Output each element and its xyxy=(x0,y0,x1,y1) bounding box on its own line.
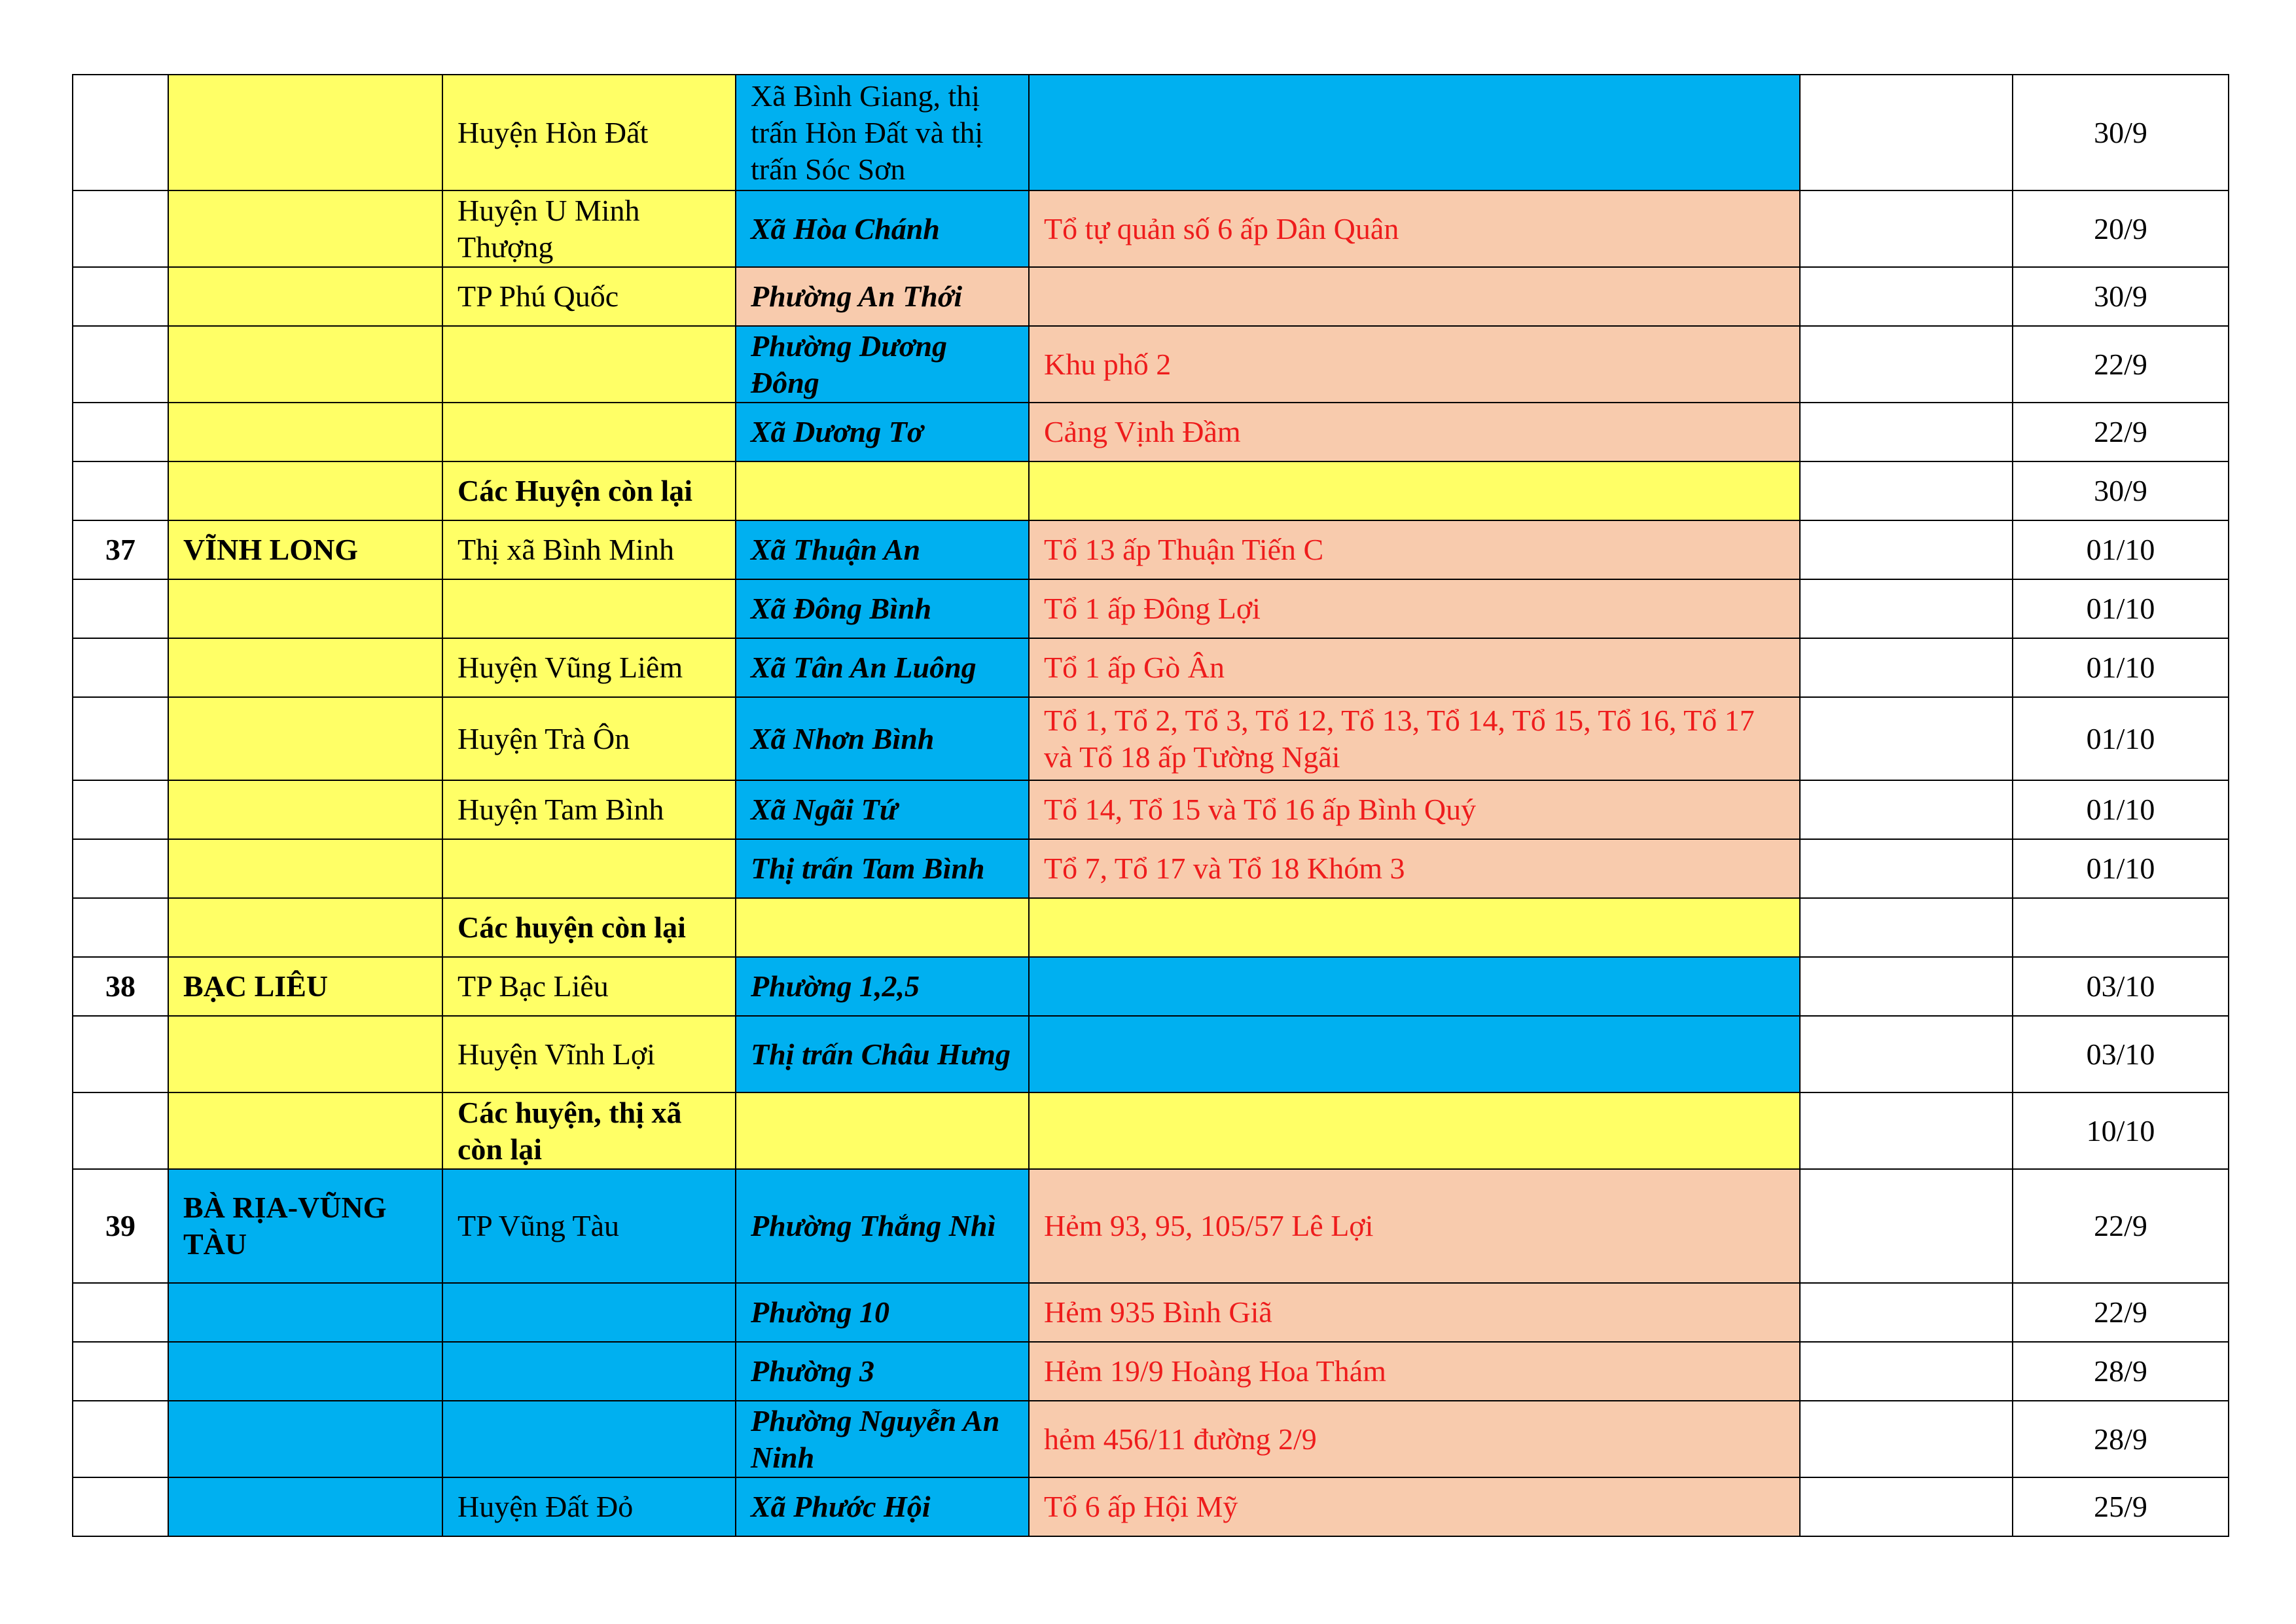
date-cell: 03/10 xyxy=(2013,1016,2229,1092)
stt-cell xyxy=(73,75,168,190)
area-cell xyxy=(1029,1016,1800,1092)
blank-cell xyxy=(1800,1283,2013,1342)
area-cell xyxy=(1029,957,1800,1016)
stt-cell xyxy=(73,638,168,697)
area-cell xyxy=(1029,461,1800,520)
date-cell: 28/9 xyxy=(2013,1342,2229,1401)
table-row xyxy=(73,267,2229,326)
ward-cell: Xã Thuận An xyxy=(736,520,1029,579)
district-cell: TP Vũng Tàu xyxy=(442,1169,736,1283)
ward-cell: Xã Phước Hội xyxy=(736,1477,1029,1536)
area-cell: Hẻm 19/9 Hoàng Hoa Thám xyxy=(1029,1342,1800,1401)
area-cell xyxy=(1029,1092,1800,1169)
ward-cell: Xã Bình Giang, thị trấn Hòn Đất và thị trấn Sóc Sơn xyxy=(736,75,1029,190)
date-cell: 01/10 xyxy=(2013,638,2229,697)
district-cell: Huyện Hòn Đất xyxy=(442,75,736,190)
date-cell: 22/9 xyxy=(2013,1283,2229,1342)
stt-cell xyxy=(73,1342,168,1401)
stt-cell xyxy=(73,1283,168,1342)
district-cell: Các Huyện còn lại xyxy=(442,461,736,520)
province-cell: BẠC LIÊU xyxy=(168,957,442,1016)
province-cell xyxy=(168,267,442,326)
ward-cell: Xã Dương Tơ xyxy=(736,403,1029,461)
stt-cell xyxy=(73,403,168,461)
table-row xyxy=(73,957,2229,1016)
district-cell xyxy=(442,326,736,403)
table-row xyxy=(73,898,2229,957)
stt-cell xyxy=(73,839,168,898)
date-cell: 28/9 xyxy=(2013,1401,2229,1477)
ward-cell: Thị trấn Châu Hưng xyxy=(736,1016,1029,1092)
blank-cell xyxy=(1800,780,2013,839)
province-cell xyxy=(168,1092,442,1169)
table-row xyxy=(73,697,2229,780)
table-row xyxy=(73,1092,2229,1169)
area-cell: Tổ 6 ấp Hội Mỹ xyxy=(1029,1477,1800,1536)
district-cell: Thị xã Bình Minh xyxy=(442,520,736,579)
area-cell: Tổ 13 ấp Thuận Tiến C xyxy=(1029,520,1800,579)
ward-cell: Phường Dương Đông xyxy=(736,326,1029,403)
area-cell: Khu phố 2 xyxy=(1029,326,1800,403)
district-cell: Huyện U Minh Thượng xyxy=(442,190,736,267)
stt-cell xyxy=(73,780,168,839)
province-cell xyxy=(168,326,442,403)
blank-cell xyxy=(1800,190,2013,267)
date-cell: 22/9 xyxy=(2013,326,2229,403)
blank-cell xyxy=(1800,1401,2013,1477)
date-cell: 20/9 xyxy=(2013,190,2229,267)
table-row xyxy=(73,461,2229,520)
table-row xyxy=(73,1283,2229,1342)
district-cell: Huyện Vĩnh Lợi xyxy=(442,1016,736,1092)
province-cell: VĨNH LONG xyxy=(168,520,442,579)
province-cell xyxy=(168,75,442,190)
blank-cell xyxy=(1800,1016,2013,1092)
blank-cell xyxy=(1800,75,2013,190)
table-row xyxy=(73,190,2229,267)
blank-cell xyxy=(1800,697,2013,780)
province-cell xyxy=(168,1283,442,1342)
date-cell: 01/10 xyxy=(2013,697,2229,780)
ward-cell: Xã Nhơn Bình xyxy=(736,697,1029,780)
stt-cell xyxy=(73,697,168,780)
ward-cell: Thị trấn Tam Bình xyxy=(736,839,1029,898)
date-cell xyxy=(2013,898,2229,957)
area-cell: Cảng Vịnh Đầm xyxy=(1029,403,1800,461)
province-cell: BÀ RỊA-VŨNG TÀU xyxy=(168,1169,442,1283)
table-row xyxy=(73,75,2229,190)
blank-cell xyxy=(1800,1169,2013,1283)
province-cell xyxy=(168,638,442,697)
stt-cell xyxy=(73,579,168,638)
ward-cell: Phường Thắng Nhì xyxy=(736,1169,1029,1283)
district-cell: TP Phú Quốc xyxy=(442,267,736,326)
province-cell xyxy=(168,780,442,839)
date-cell: 30/9 xyxy=(2013,75,2229,190)
ward-cell: Xã Đông Bình xyxy=(736,579,1029,638)
table-row xyxy=(73,1342,2229,1401)
district-cell xyxy=(442,839,736,898)
table-row xyxy=(73,1169,2229,1283)
table-row xyxy=(73,520,2229,579)
province-cell xyxy=(168,697,442,780)
province-cell xyxy=(168,898,442,957)
area-cell: Tổ 1, Tổ 2, Tổ 3, Tổ 12, Tổ 13, Tổ 14, Tổ 15, Tổ 16, Tổ 17 và Tổ 18 ấp Tường Ngãi xyxy=(1029,697,1800,780)
province-cell xyxy=(168,461,442,520)
ward-cell: Xã Ngãi Tứ xyxy=(736,780,1029,839)
table-row xyxy=(73,403,2229,461)
district-cell xyxy=(442,1401,736,1477)
district-cell: Các huyện còn lại xyxy=(442,898,736,957)
date-cell: 30/9 xyxy=(2013,267,2229,326)
date-cell: 01/10 xyxy=(2013,579,2229,638)
province-cell xyxy=(168,1401,442,1477)
ward-cell: Phường An Thới xyxy=(736,267,1029,326)
stt-cell: 38 xyxy=(73,957,168,1016)
date-cell: 22/9 xyxy=(2013,403,2229,461)
date-cell: 01/10 xyxy=(2013,839,2229,898)
blank-cell xyxy=(1800,579,2013,638)
date-cell: 10/10 xyxy=(2013,1092,2229,1169)
district-cell xyxy=(442,1283,736,1342)
ward-cell: Phường 1,2,5 xyxy=(736,957,1029,1016)
ward-cell: Phường 10 xyxy=(736,1283,1029,1342)
ward-cell xyxy=(736,1092,1029,1169)
blank-cell xyxy=(1800,461,2013,520)
ward-cell: Xã Tân An Luông xyxy=(736,638,1029,697)
stt-cell xyxy=(73,898,168,957)
blank-cell xyxy=(1800,403,2013,461)
date-cell: 01/10 xyxy=(2013,780,2229,839)
province-cell xyxy=(168,190,442,267)
blank-cell xyxy=(1800,839,2013,898)
ward-cell: Phường 3 xyxy=(736,1342,1029,1401)
district-cell: Huyện Đất Đỏ xyxy=(442,1477,736,1536)
area-cell: Tổ tự quản số 6 ấp Dân Quân xyxy=(1029,190,1800,267)
table-row xyxy=(73,839,2229,898)
district-cell xyxy=(442,403,736,461)
area-cell: Tổ 7, Tổ 17 và Tổ 18 Khóm 3 xyxy=(1029,839,1800,898)
province-cell xyxy=(168,403,442,461)
table-row xyxy=(73,1477,2229,1536)
schedule-table xyxy=(72,74,2229,1537)
date-cell: 03/10 xyxy=(2013,957,2229,1016)
date-cell: 01/10 xyxy=(2013,520,2229,579)
province-cell xyxy=(168,1016,442,1092)
area-cell: Hẻm 935 Bình Giã xyxy=(1029,1283,1800,1342)
blank-cell xyxy=(1800,1477,2013,1536)
area-cell: Hẻm 93, 95, 105/57 Lê Lợi xyxy=(1029,1169,1800,1283)
district-cell: TP Bạc Liêu xyxy=(442,957,736,1016)
table-row xyxy=(73,1401,2229,1477)
date-cell: 25/9 xyxy=(2013,1477,2229,1536)
ward-cell xyxy=(736,898,1029,957)
area-cell: hẻm 456/11 đường 2/9 xyxy=(1029,1401,1800,1477)
stt-cell: 37 xyxy=(73,520,168,579)
district-cell: Huyện Vũng Liêm xyxy=(442,638,736,697)
table-row xyxy=(73,780,2229,839)
ward-cell xyxy=(736,461,1029,520)
area-cell: Tổ 1 ấp Gò Ân xyxy=(1029,638,1800,697)
province-cell xyxy=(168,839,442,898)
stt-cell xyxy=(73,1401,168,1477)
blank-cell xyxy=(1800,1342,2013,1401)
table-row xyxy=(73,579,2229,638)
stt-cell xyxy=(73,326,168,403)
stt-cell xyxy=(73,461,168,520)
stt-cell xyxy=(73,1477,168,1536)
stt-cell xyxy=(73,1092,168,1169)
blank-cell xyxy=(1800,638,2013,697)
province-cell xyxy=(168,1477,442,1536)
district-cell: Huyện Tam Bình xyxy=(442,780,736,839)
table-row xyxy=(73,638,2229,697)
date-cell: 22/9 xyxy=(2013,1169,2229,1283)
blank-cell xyxy=(1800,326,2013,403)
area-cell: Tổ 14, Tổ 15 và Tổ 16 ấp Bình Quý xyxy=(1029,780,1800,839)
province-cell xyxy=(168,579,442,638)
district-cell: Huyện Trà Ôn xyxy=(442,697,736,780)
blank-cell xyxy=(1800,520,2013,579)
area-cell xyxy=(1029,267,1800,326)
area-cell: Tổ 1 ấp Đông Lợi xyxy=(1029,579,1800,638)
table-row xyxy=(73,1016,2229,1092)
area-cell xyxy=(1029,75,1800,190)
table-row xyxy=(73,326,2229,403)
blank-cell xyxy=(1800,1092,2013,1169)
stt-cell xyxy=(73,1016,168,1092)
district-cell: Các huyện, thị xã còn lại xyxy=(442,1092,736,1169)
date-cell: 30/9 xyxy=(2013,461,2229,520)
stt-cell: 39 xyxy=(73,1169,168,1283)
ward-cell: Phường Nguyễn An Ninh xyxy=(736,1401,1029,1477)
province-cell xyxy=(168,1342,442,1401)
blank-cell xyxy=(1800,898,2013,957)
stt-cell xyxy=(73,190,168,267)
ward-cell: Xã Hòa Chánh xyxy=(736,190,1029,267)
district-cell xyxy=(442,579,736,638)
blank-cell xyxy=(1800,957,2013,1016)
area-cell xyxy=(1029,898,1800,957)
district-cell xyxy=(442,1342,736,1401)
stt-cell xyxy=(73,267,168,326)
blank-cell xyxy=(1800,267,2013,326)
